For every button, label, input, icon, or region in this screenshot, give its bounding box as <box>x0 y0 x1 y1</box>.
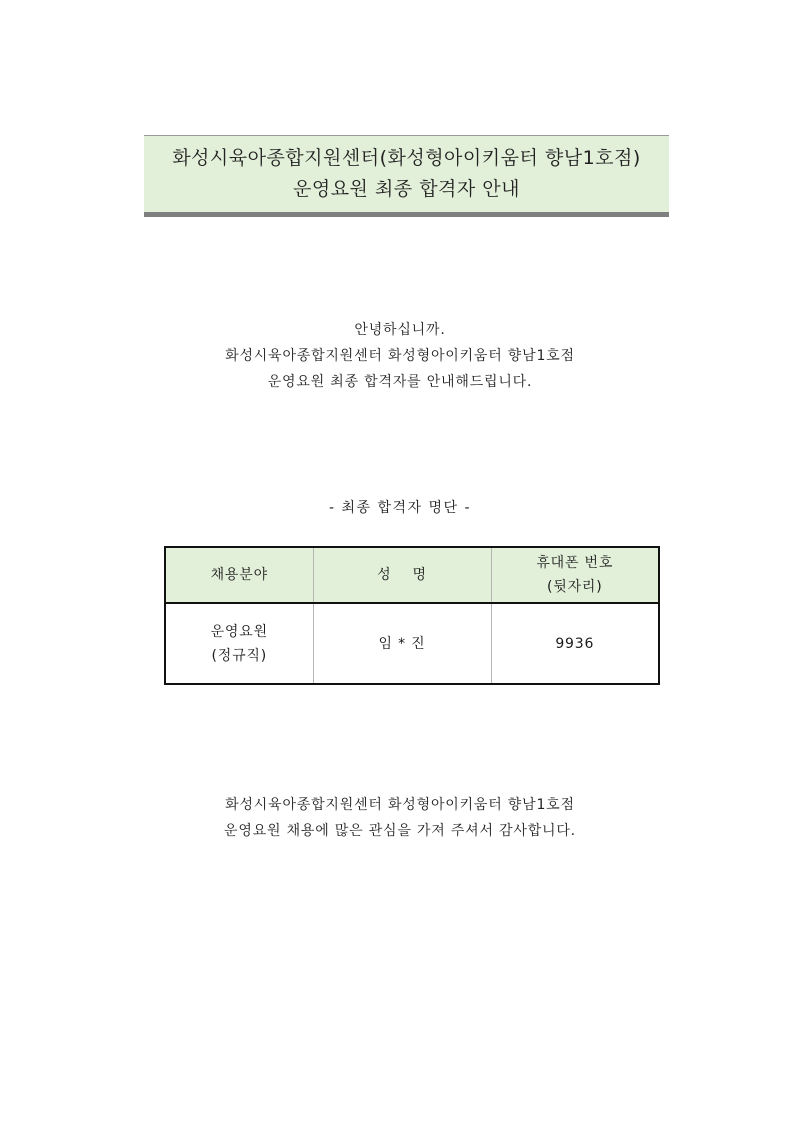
cell-phone-value: 9936 <box>555 635 595 652</box>
header-name-label: 성 명 <box>377 567 427 583</box>
header-field <box>165 547 313 603</box>
header-phone <box>491 547 659 603</box>
title-box <box>144 135 669 217</box>
header-phone-label-1: 휴대폰 번호 <box>536 555 614 571</box>
greeting-line-3: 운영요원 최종 합격자를 안내해드립니다. <box>267 374 533 390</box>
closing-line-1: 화성시육아종합지원센터 화성형아이키움터 향남1호점 <box>225 797 575 813</box>
cell-name <box>313 603 491 684</box>
list-heading: - 최종 합격자 명단 - <box>328 500 472 516</box>
header-phone-label-2: (뒷자리) <box>547 579 603 595</box>
table-header-row <box>165 547 659 603</box>
cell-field-line-1: 운영요원 <box>210 623 268 640</box>
title-line-2: 운영요원 최종 합격자 안내 <box>292 178 520 200</box>
title-line-1: 화성시육아종합지원센터(화성형아이키움터 향남1호점) <box>172 147 641 169</box>
header-name <box>313 547 491 603</box>
cell-phone <box>491 603 659 684</box>
cell-field-line-2: (정규직) <box>211 647 267 664</box>
greeting-line-1: 안녕하십니까. <box>354 322 446 338</box>
cell-name-value: 임 * 진 <box>378 635 426 652</box>
header-field-label: 채용분야 <box>210 567 268 583</box>
table-row <box>165 603 659 684</box>
result-table <box>164 546 660 685</box>
greeting-section <box>0 317 800 395</box>
closing-line-2: 운영요원 채용에 많은 관심을 가져 주셔서 감사합니다. <box>224 823 576 839</box>
cell-field <box>165 603 313 684</box>
closing-section <box>0 792 800 844</box>
greeting-line-2: 화성시육아종합지원센터 화성형아이키움터 향남1호점 <box>225 348 575 364</box>
